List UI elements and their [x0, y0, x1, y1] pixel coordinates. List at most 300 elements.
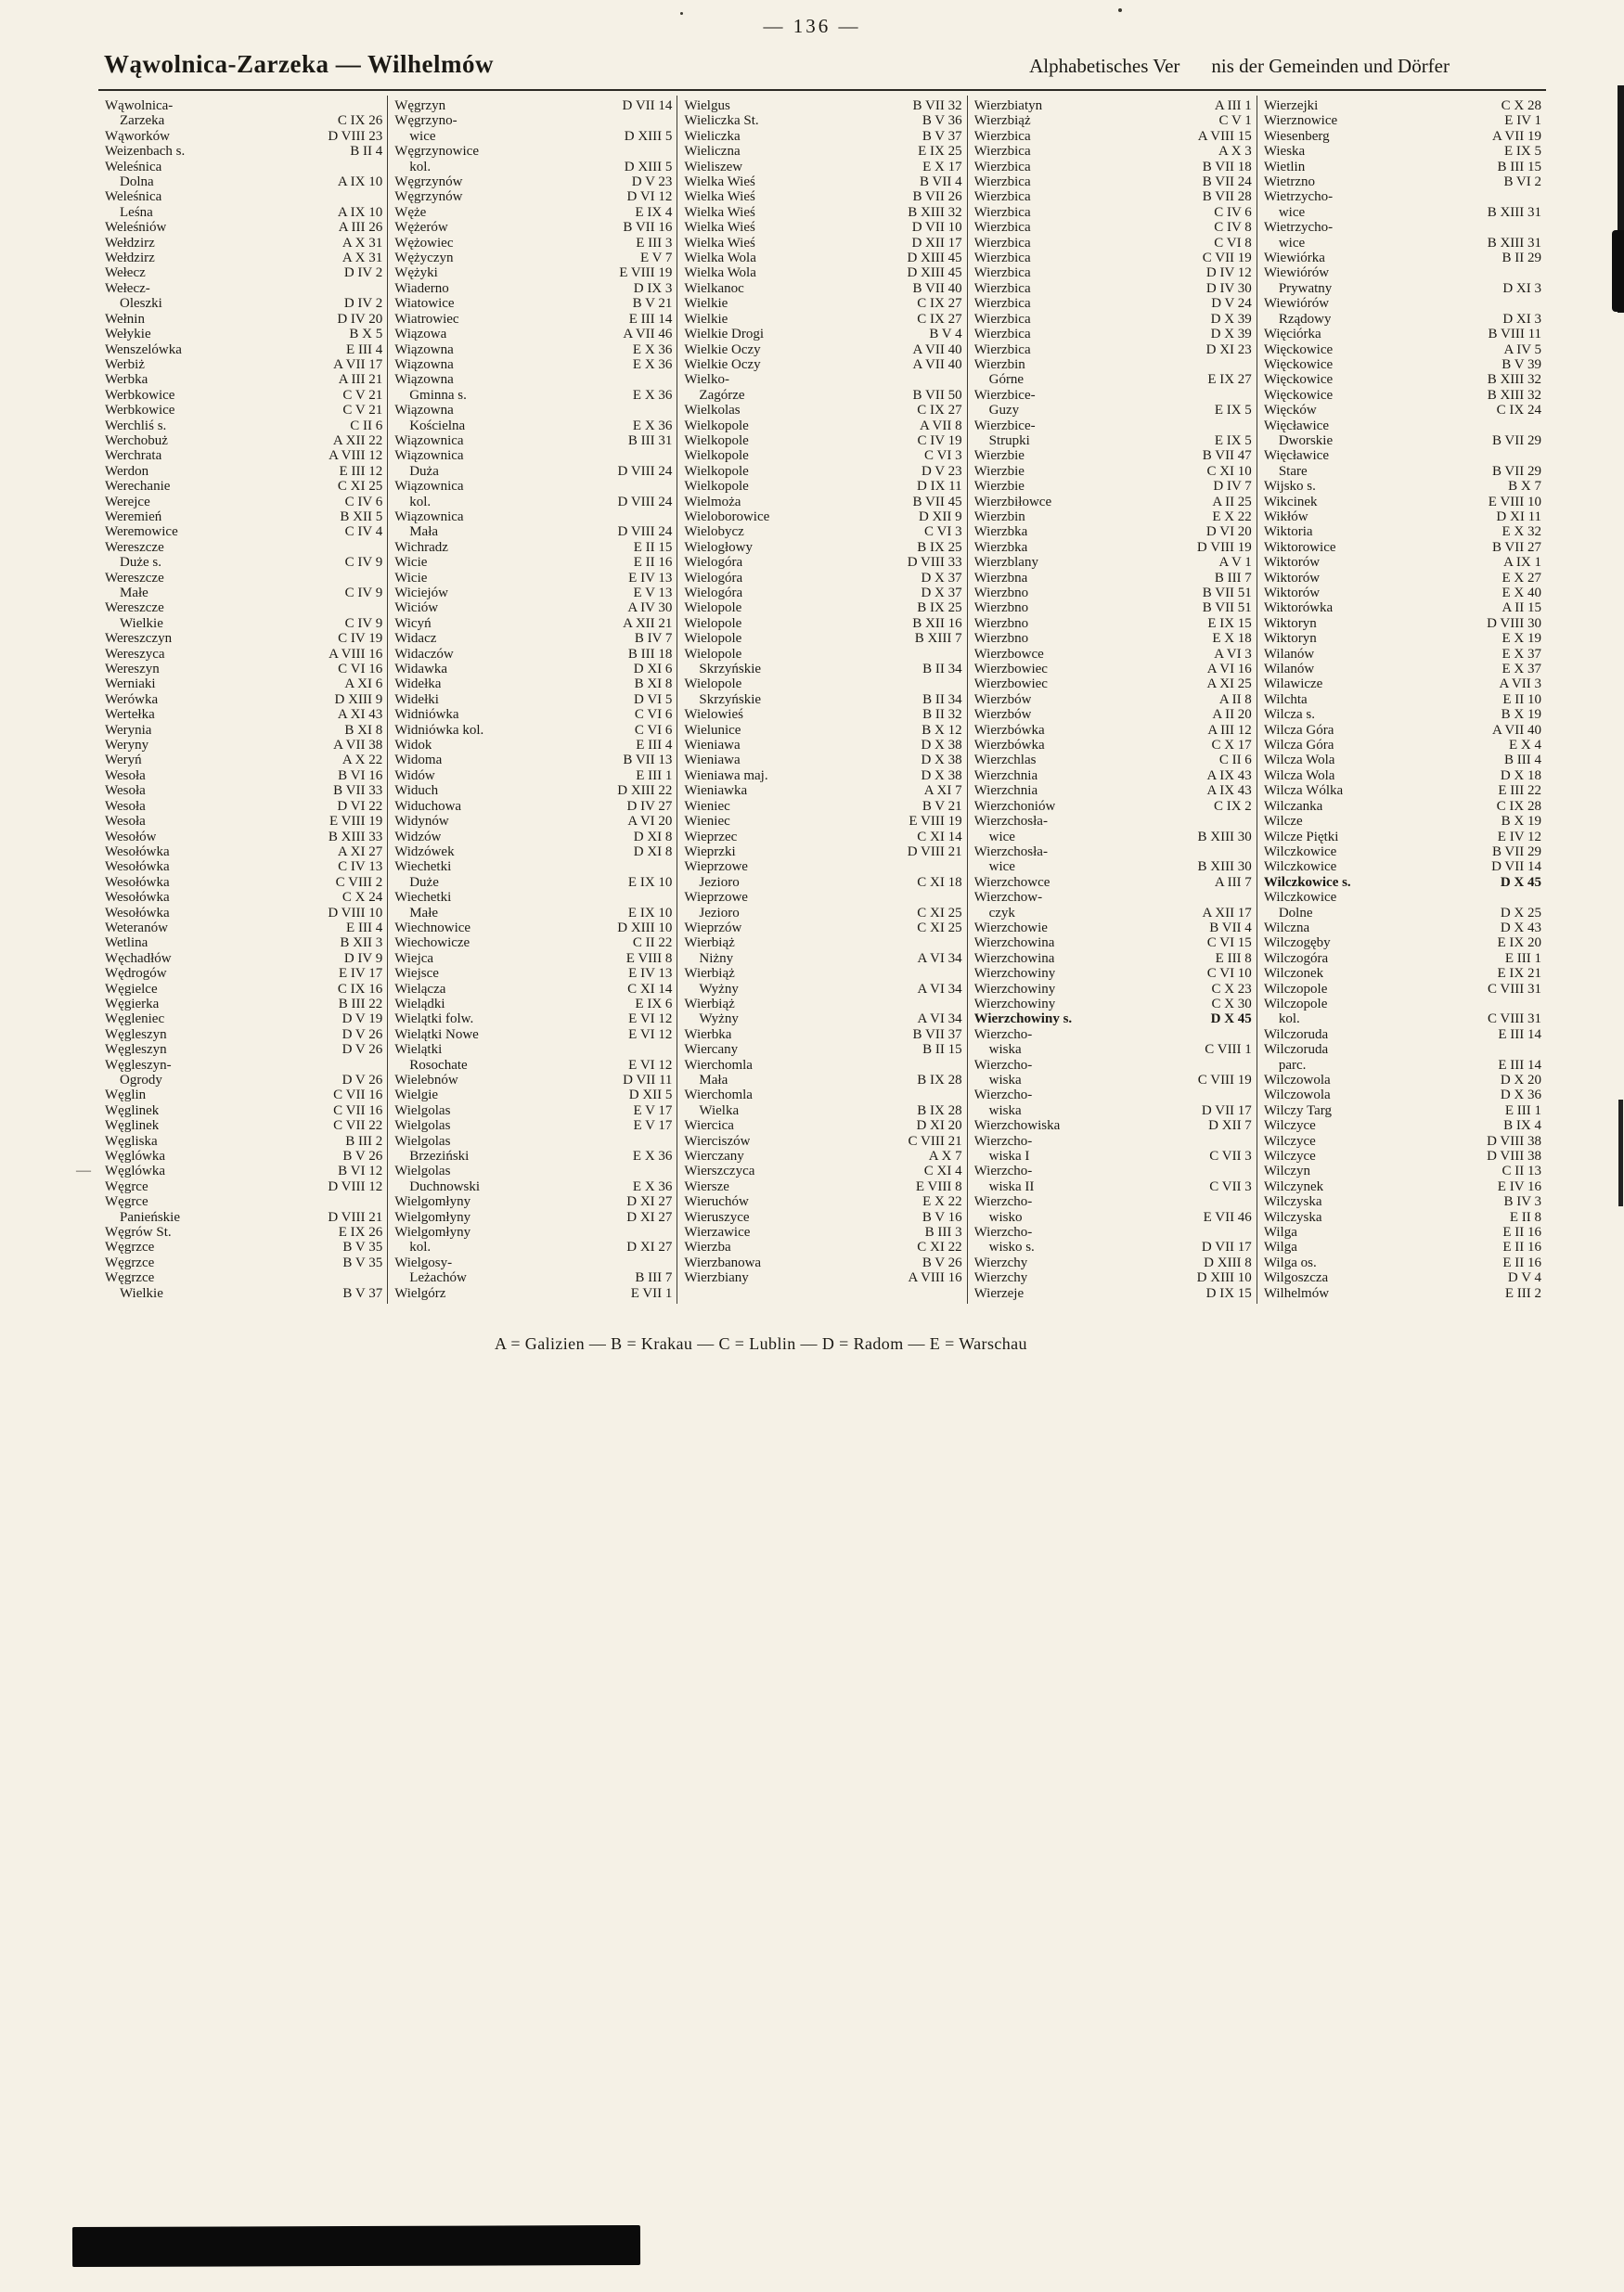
entry-line — [105, 814, 382, 829]
entry-line — [684, 98, 961, 113]
district-legend: A = Galizien — B = Krakau — C = Lublin — D = Radom — E = Warschau — [495, 1334, 1027, 1353]
entry-line — [1264, 571, 1541, 586]
place-code: B V 39 — [1502, 356, 1542, 372]
gazetteer-entry — [974, 98, 1252, 113]
entry-line — [394, 555, 672, 570]
entry-line — [105, 524, 382, 539]
entry-line — [1264, 921, 1541, 935]
place-code: B XII 16 — [912, 615, 962, 631]
gazetteer-entry — [394, 220, 672, 235]
place-code: D XIII 45 — [907, 265, 962, 281]
place-name: Wetlina — [105, 935, 148, 951]
margin-pencil-mark: — — [76, 1163, 91, 1178]
gazetteer-entry — [105, 799, 382, 814]
place-code: C X 23 — [1211, 981, 1252, 997]
place-name: Węgrzynów — [394, 174, 463, 190]
place-name: Węgleszyn — [105, 1026, 167, 1042]
place-name: Wieprzów — [684, 920, 742, 935]
entry-line — [105, 676, 382, 691]
place-name: Wieliszew — [684, 159, 743, 174]
gazetteer-entry — [974, 921, 1252, 935]
entry-line — [684, 1270, 961, 1285]
entry-line — [105, 768, 382, 783]
gazetteer-entry — [394, 676, 672, 691]
place-name: Wierzcho- — [973, 1194, 1033, 1210]
gazetteer-entry — [684, 1179, 961, 1194]
place-name: Wierzbka — [973, 539, 1028, 555]
place-code: E VIII 19 — [619, 265, 673, 281]
place-name: Wietrzno — [1263, 174, 1316, 190]
place-code: E VII 1 — [630, 1285, 673, 1301]
entry-line — [974, 890, 1252, 905]
place-code: E III 4 — [636, 738, 673, 753]
place-code: C X 30 — [1211, 996, 1252, 1011]
place-name: Leśna — [120, 204, 153, 220]
place-code: A VII 38 — [333, 738, 383, 753]
entry-line — [105, 1164, 382, 1178]
gazetteer-entry — [974, 600, 1252, 615]
gazetteer-entry — [394, 921, 672, 935]
entry-line — [1264, 676, 1541, 691]
gazetteer-entry — [684, 342, 961, 357]
entry-line — [394, 647, 672, 662]
place-code: D XIII 5 — [624, 128, 673, 144]
place-name: wiska — [988, 1073, 1022, 1088]
place-name: Węglinek — [105, 1102, 160, 1118]
entry-line — [1264, 342, 1541, 357]
entry-line — [394, 1149, 672, 1164]
gazetteer-entry — [974, 495, 1252, 509]
entry-line — [105, 327, 382, 341]
place-name: Wielunice — [684, 722, 741, 738]
entry-line — [105, 174, 382, 189]
place-name: Rosochate — [409, 1057, 468, 1073]
place-name: Wielgomłyny — [394, 1194, 471, 1210]
gazetteer-entry — [1264, 495, 1541, 509]
place-name: Wielgolas — [394, 1164, 451, 1179]
place-code: A VII 19 — [1491, 128, 1542, 144]
place-name: Więcków — [1263, 403, 1317, 418]
entry-line — [974, 464, 1252, 479]
gazetteer-entry — [684, 1042, 961, 1057]
entry-line — [684, 890, 961, 905]
place-name: Wichradz — [394, 539, 448, 555]
place-code: C IX 27 — [917, 311, 962, 327]
place-code: C IX 27 — [917, 296, 962, 312]
place-code: B VIII 11 — [1488, 327, 1542, 342]
place-code: B III 2 — [345, 1133, 383, 1149]
gazetteer-entry — [394, 1225, 672, 1255]
place-code: E II 8 — [1509, 1209, 1542, 1225]
entry-line — [974, 799, 1252, 814]
entry-line — [105, 1149, 382, 1164]
gazetteer-entry — [974, 875, 1252, 890]
entry-line — [394, 1270, 672, 1285]
place-code: A IX 10 — [337, 204, 383, 220]
place-name: Wieliczka — [684, 128, 741, 144]
place-code: C IV 6 — [1214, 204, 1252, 220]
entry-line — [684, 662, 961, 676]
gazetteer-entry — [974, 707, 1252, 722]
gazetteer-entry — [394, 433, 672, 448]
place-name: Wilhelmów — [1263, 1285, 1330, 1301]
place-code: A VI 16 — [1206, 662, 1252, 677]
gazetteer-entry — [974, 418, 1252, 449]
place-name: Wereszcze — [105, 570, 164, 586]
place-code: C XI 25 — [337, 479, 383, 495]
place-code: B III 22 — [338, 996, 383, 1011]
place-code: C XI 14 — [627, 981, 673, 997]
entry-line — [394, 418, 672, 433]
place-name: Wielgórz — [394, 1285, 446, 1301]
gazetteer-entry — [684, 1164, 961, 1178]
place-name: Wielka Wola — [684, 265, 756, 281]
gazetteer-entry — [394, 951, 672, 966]
place-code: D XI 27 — [626, 1240, 673, 1255]
place-code: C II 22 — [632, 935, 673, 951]
place-name: Wierzchlas — [973, 753, 1037, 768]
entry-line — [394, 509, 672, 524]
place-code: B X 7 — [1508, 479, 1542, 495]
entry-line — [1264, 1194, 1541, 1209]
entry-line — [974, 906, 1252, 921]
place-name: Wikłów — [1263, 509, 1308, 524]
place-name: Wilczynek — [1263, 1178, 1324, 1194]
place-name: Wesoła — [105, 783, 146, 799]
place-code: A X 31 — [342, 235, 383, 251]
place-name: Wereszyca — [105, 646, 165, 662]
entry-line — [974, 1194, 1252, 1209]
entry-line — [684, 129, 961, 144]
entry-line — [684, 1118, 961, 1133]
place-code: B II 29 — [1502, 251, 1542, 266]
entry-line — [1264, 692, 1541, 707]
place-name: Wietrzycho- — [1263, 220, 1334, 236]
entry-line — [1264, 783, 1541, 798]
columns — [98, 96, 1546, 1304]
place-name: Wierzbno — [973, 600, 1029, 616]
place-code: A XII 17 — [1202, 905, 1252, 921]
gazetteer-entry — [394, 600, 672, 615]
entry-line — [1264, 464, 1541, 479]
entry-line — [1264, 236, 1541, 251]
place-code: A II 8 — [1218, 691, 1252, 707]
place-name: Wełdzirz — [105, 235, 155, 251]
place-name: Wierzbica — [973, 251, 1031, 266]
entry-line — [105, 600, 382, 615]
entry-line — [394, 251, 672, 265]
place-code: D VII 17 — [1201, 1102, 1252, 1118]
place-name: Wierzbie — [973, 463, 1025, 479]
gazetteer-entry — [105, 692, 382, 707]
gazetteer-entry — [394, 997, 672, 1011]
entry-line — [684, 388, 961, 403]
entry-line — [394, 997, 672, 1011]
gazetteer-entry — [1264, 1210, 1541, 1225]
gazetteer-entry — [105, 1103, 382, 1118]
place-code: E III 4 — [346, 920, 383, 935]
place-code: E X 37 — [1502, 662, 1542, 677]
place-name: Wijsko s. — [1263, 479, 1316, 495]
entry-line — [1264, 524, 1541, 539]
gazetteer-entry — [974, 129, 1252, 144]
place-name: Duże s. — [120, 555, 161, 571]
place-name: Wiązownica — [394, 448, 464, 464]
place-name: Węgrzynowice — [394, 144, 479, 160]
place-name: Wiechnowice — [394, 920, 471, 935]
place-code: E V 13 — [633, 586, 673, 600]
place-code: B V 35 — [342, 1255, 383, 1270]
place-code: C XI 25 — [917, 920, 962, 935]
gazetteer-entry — [974, 676, 1252, 691]
gazetteer-entry — [684, 129, 961, 144]
place-code: E IV 16 — [1497, 1178, 1542, 1194]
place-code: C XI 14 — [917, 829, 962, 844]
place-name: Werdon — [105, 463, 149, 479]
place-name: Werówka — [105, 691, 159, 707]
place-code: B XI 8 — [344, 722, 383, 738]
gazetteer-entry — [684, 418, 961, 433]
place-code: A IX 43 — [1206, 767, 1252, 783]
place-name: Górne — [988, 372, 1025, 388]
place-name: Wilczoruda — [1263, 1026, 1329, 1042]
entry-line — [1264, 189, 1541, 204]
place-code: D XI 27 — [626, 1194, 673, 1210]
gazetteer-entry — [394, 1011, 672, 1026]
entry-line — [394, 220, 672, 235]
entry-line — [974, 662, 1252, 676]
place-name: Więckowice — [1263, 387, 1334, 403]
entry-line — [1264, 1042, 1541, 1057]
entry-line — [974, 129, 1252, 144]
entry-line — [105, 555, 382, 570]
gazetteer-entry — [394, 403, 672, 433]
place-name: Wężyki — [394, 265, 438, 281]
entry-line — [684, 433, 961, 448]
entry-line — [974, 1225, 1252, 1240]
entry-line — [105, 312, 382, 327]
place-name: Wielka Wieś — [684, 220, 755, 236]
place-name: Wielkie Oczy — [684, 356, 761, 372]
entry-line — [105, 1134, 382, 1149]
gazetteer-entry — [394, 1073, 672, 1088]
gazetteer-entry — [105, 1164, 382, 1178]
gazetteer-entry — [684, 495, 961, 509]
gazetteer-entry — [1264, 144, 1541, 159]
place-name: kol. — [409, 1240, 432, 1255]
entry-line — [1264, 723, 1541, 738]
gazetteer-entry — [1264, 129, 1541, 144]
gazetteer-entry — [1264, 372, 1541, 387]
entry-line — [394, 495, 672, 509]
place-name: Wieprzki — [684, 843, 736, 859]
gazetteer-entry — [1264, 296, 1541, 327]
gazetteer-entry — [105, 327, 382, 341]
place-name: Wesoła — [105, 798, 146, 814]
place-name: Wiejca — [394, 950, 434, 966]
place-name: Wilga — [1263, 1240, 1297, 1255]
place-name: Wężowiec — [394, 235, 454, 251]
place-name: Wierzchow- — [973, 890, 1043, 906]
gazetteer-entry — [974, 1286, 1252, 1301]
place-name: Wielogłowy — [684, 539, 753, 555]
gazetteer-entry — [105, 844, 382, 859]
place-name: Wielądki — [394, 996, 445, 1011]
entry-line — [684, 935, 961, 950]
gazetteer-entry — [105, 357, 382, 372]
place-name: Widuchowa — [394, 798, 462, 814]
gazetteer-entry — [974, 935, 1252, 950]
place-name: Wilcza Wólka — [1263, 783, 1344, 799]
entry-line — [1264, 129, 1541, 144]
gazetteer-entry — [974, 509, 1252, 524]
gazetteer-entry — [974, 342, 1252, 357]
entry-line — [1264, 859, 1541, 874]
gazetteer-entry — [1264, 1194, 1541, 1209]
place-code: E VIII 10 — [1488, 494, 1542, 509]
place-name: Węgrzce — [105, 1255, 155, 1270]
place-name: Wilczogęby — [1263, 935, 1331, 951]
header-rule — [98, 89, 1546, 91]
place-code: D VIII 21 — [328, 1209, 383, 1225]
entry-line — [105, 997, 382, 1011]
place-name: Wąworków — [105, 128, 170, 144]
entry-line — [974, 1270, 1252, 1285]
gazetteer-entry — [1264, 982, 1541, 997]
place-code: A VIII 12 — [329, 448, 383, 464]
entry-line — [394, 540, 672, 555]
entry-line — [105, 1179, 382, 1194]
gazetteer-entry — [974, 479, 1252, 494]
place-code: E IV 13 — [628, 966, 673, 982]
place-name: Widełka — [394, 676, 442, 692]
place-name: Wielgie — [394, 1088, 439, 1103]
gazetteer-entry — [1264, 1088, 1541, 1102]
place-code: B V 35 — [342, 1240, 383, 1255]
entry-line — [974, 388, 1252, 403]
entry-line — [974, 372, 1252, 387]
place-code: D VIII 24 — [617, 524, 673, 540]
place-code: D XI 3 — [1502, 311, 1542, 327]
place-name: Wieruszyce — [684, 1209, 750, 1225]
place-name: Wierzblany — [973, 555, 1038, 571]
place-code: A XI 25 — [1206, 676, 1252, 692]
entry-line — [974, 921, 1252, 935]
place-code: B V 37 — [922, 128, 962, 144]
gazetteer-entry — [105, 647, 382, 662]
entry-line — [394, 464, 672, 479]
entry-line — [394, 433, 672, 448]
page-number: — 136 — — [763, 15, 861, 37]
place-code: C IV 4 — [344, 524, 383, 540]
place-code: A VII 8 — [920, 418, 962, 433]
place-name: Wierczany — [684, 1149, 744, 1165]
place-code: E II 16 — [1502, 1240, 1542, 1255]
place-name: Wielkie Oczy — [684, 341, 761, 357]
gazetteer-entry — [1264, 616, 1541, 631]
gazetteer-entry — [394, 357, 672, 372]
place-name: Oleszki — [120, 296, 162, 312]
entry-line — [974, 281, 1252, 296]
entry-line — [684, 1103, 961, 1118]
place-name: Więckowice — [1263, 372, 1334, 388]
gazetteer-entry — [974, 251, 1252, 265]
gazetteer-entry — [394, 707, 672, 722]
place-name: Wielmoża — [684, 494, 741, 509]
entry-line — [1264, 616, 1541, 631]
place-code: E IX 10 — [627, 905, 673, 921]
place-name: Wielgolas — [394, 1102, 451, 1118]
gazetteer-entry — [394, 723, 672, 738]
entry-line — [105, 890, 382, 905]
gazetteer-entry — [394, 890, 672, 921]
entry-line — [1264, 433, 1541, 448]
place-name: Mała — [699, 1073, 728, 1088]
place-name: Zagórze — [699, 387, 745, 403]
place-name: Wertełka — [105, 707, 155, 723]
place-code: C VI 3 — [924, 448, 962, 464]
gazetteer-entry — [394, 251, 672, 265]
place-name: wice — [1278, 204, 1306, 220]
entry-line — [974, 296, 1252, 311]
gazetteer-entry — [974, 189, 1252, 204]
place-code: A III 12 — [1207, 722, 1252, 738]
place-code: E X 37 — [1502, 646, 1542, 662]
gazetteer-entry — [394, 205, 672, 220]
place-name: Wieniec — [684, 814, 730, 830]
gazetteer-entry — [1264, 966, 1541, 981]
gazetteer-entry — [1264, 388, 1541, 403]
entry-line — [394, 707, 672, 722]
place-name: Wierzbowce — [973, 646, 1044, 662]
entry-line — [105, 799, 382, 814]
place-code: C VI 6 — [634, 722, 673, 738]
gazetteer-entry — [684, 586, 961, 600]
place-name: Wilczyce — [1263, 1149, 1316, 1165]
gazetteer-entry — [394, 616, 672, 631]
place-name: Wieniawka — [684, 783, 748, 799]
place-code: E X 32 — [1502, 524, 1542, 540]
place-name: Wielogóra — [684, 555, 743, 571]
gazetteer-entry — [394, 982, 672, 997]
entry-line — [105, 921, 382, 935]
entry-line — [974, 830, 1252, 844]
gazetteer-entry — [684, 997, 961, 1027]
place-name: Wilcza s. — [1263, 707, 1316, 723]
entry-line — [684, 174, 961, 189]
gazetteer-entry — [684, 98, 961, 113]
place-name: Węgrce — [105, 1178, 148, 1194]
gazetteer-entry — [1264, 875, 1541, 890]
place-code: E X 27 — [1502, 570, 1542, 586]
place-name: Wilcze Piętki — [1263, 829, 1339, 844]
gazetteer-entry — [105, 890, 382, 905]
gazetteer-entry — [684, 571, 961, 586]
entry-line — [684, 647, 961, 662]
place-code: B V 21 — [922, 798, 962, 814]
place-name: Wierzchy — [973, 1270, 1028, 1286]
entry-line — [105, 113, 382, 128]
entry-line — [974, 723, 1252, 738]
place-name: Wyżny — [699, 981, 739, 997]
place-code: B VII 26 — [912, 189, 962, 205]
place-code: B III 7 — [1214, 570, 1252, 586]
place-code: E IV 13 — [628, 570, 673, 586]
entry-line — [394, 296, 672, 311]
place-name: Wielkolas — [684, 403, 741, 418]
entry-line — [974, 1042, 1252, 1057]
place-code: C II 6 — [1218, 753, 1252, 768]
